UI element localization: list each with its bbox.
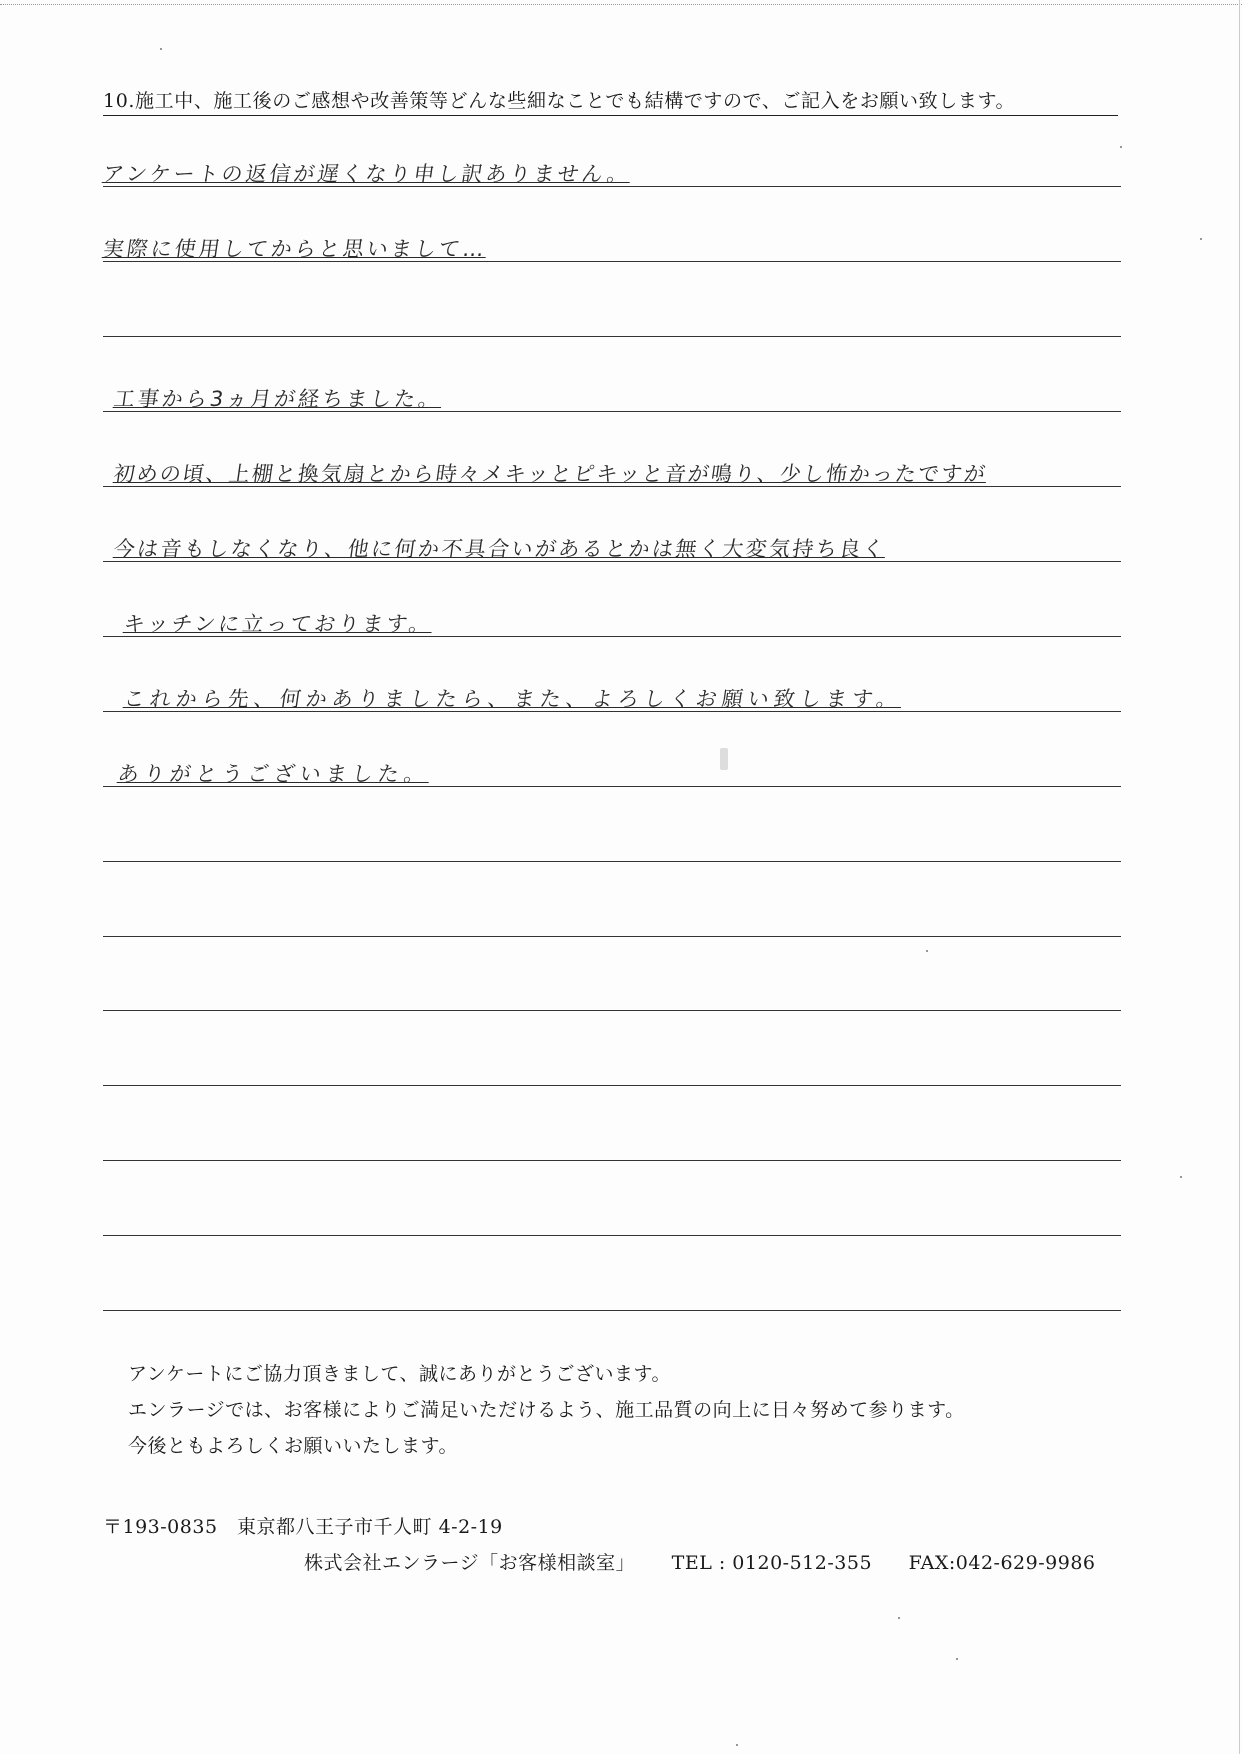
answer-rule [103,336,1121,337]
handwritten-line-8: これから先、何かありましたら、また、よろしくお願い致します。 [122,687,904,711]
scan-speck [926,950,928,952]
company-contact [304,1548,1096,1575]
answer-rule [103,1085,1121,1086]
postal-address: 〒193-0835 東京都八王子市千人町 4-2-19 [103,1516,503,1538]
handwritten-line-7: キッチンに立っております。 [122,612,435,636]
handwritten-line-1: アンケートの返信が遅くなり申し訳ありません。 [101,162,633,186]
scan-speck [898,1617,900,1619]
answer-rule [103,1235,1121,1236]
scan-speck [160,48,162,50]
answer-rule [103,1160,1121,1161]
handwritten-line-4: 工事から3ヵ月が経ちました。 [112,387,444,411]
handwritten-line-9: ありがとうございました。 [116,762,432,786]
scan-right-edge [1239,0,1240,1754]
scan-smudge [720,748,728,770]
thanks-line-1: アンケートにご協力頂きまして、誠にありがとうございます。 [128,1363,671,1385]
question-prompt: 10.施工中、施工後のご感想や改善策等どんな些細なことでも結構ですので、ご記入をお願い致します。 [103,86,1118,116]
fax-number: FAX:042-629-9986 [908,1552,1096,1574]
handwritten-line-6: 今は音もしなくなり、他に何か不具合いがあるとかは無く大変気持ち良く [112,537,888,561]
handwritten-line-2: 実際に使用してからと思いまして… [101,237,489,261]
answer-rule [103,1010,1121,1011]
answer-rule [103,1310,1121,1311]
scan-speck [956,1658,958,1660]
scan-speck [1180,1176,1182,1178]
answer-rule [103,861,1121,862]
scan-speck [1200,238,1202,240]
answer-rule [103,936,1121,937]
handwritten-line-5: 初めの頃、上棚と換気扇とから時々メキッとピキッと音が鳴り、少し怖かったですが [112,462,989,486]
thanks-line-2: エンラージでは、お客様によりご満足いただけるよう、施工品質の向上に日々努めて参ります。 [128,1399,965,1421]
thank-you-message [128,1356,965,1464]
telephone-number: TEL : 0120-512-355 [671,1552,873,1574]
scan-speck [1120,146,1122,148]
answer-lines [103,0,1121,1320]
company-name: 株式会社エンラージ「お客様相談室」 [304,1552,636,1574]
scan-speck [736,1744,738,1746]
thanks-line-3: 今後ともよろしくお願いいたします。 [128,1435,458,1457]
